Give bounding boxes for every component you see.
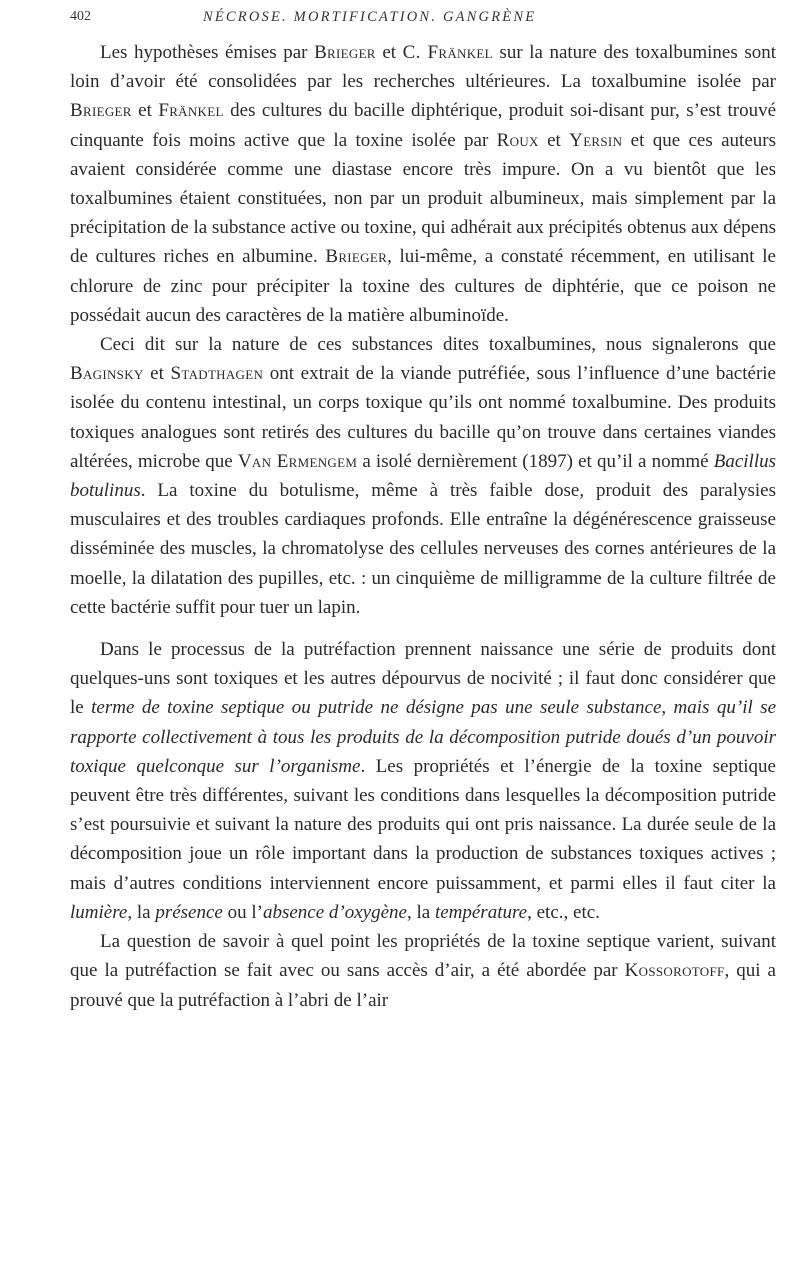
text-run: ou l’ bbox=[222, 901, 263, 923]
author-name: Brieger bbox=[325, 246, 388, 268]
text-run: et bbox=[131, 100, 159, 122]
italic-text: température bbox=[434, 901, 528, 923]
text-run: Dans le processus de la putréfaction prennent naissance une série de produits dont quelques-uns sont toxiques et les autres dépourvus de nocivité ; il faut donc considérer que le bbox=[70, 639, 776, 719]
paragraph-botulisme bbox=[70, 330, 776, 622]
italic-text: Bacillus botulinus bbox=[70, 450, 776, 502]
text-run: des cultures du bacille diphtérique, produit soi-disant pur, s’est trouvé cinquante fois moins active que la toxine isolée par bbox=[70, 100, 776, 151]
author-name: Kossorotoff bbox=[624, 960, 725, 982]
italic-text: présence bbox=[155, 901, 223, 923]
author-name: Brieger bbox=[70, 100, 132, 122]
italic-text: lumière bbox=[70, 901, 128, 923]
page-number: 402 bbox=[70, 9, 91, 24]
text-run: et que ces auteurs avaient considérée comme une diastase encore très impure. On a vu bientôt que les toxalbumines étaient constituées, non par un produit albumineux, mais simplement par la précipitation de la substance active ou toxine, qui adhérait aux précipités obtenus aux dépens de cultures riches en albumine. bbox=[70, 129, 776, 268]
text-run: ont extrait de la viande putréfiée, sous l’influence d’une bactérie isolée du contenu intestinal, un corps toxique qu’ils ont nommé toxalbumine. Des produits toxiques analogues sont retirés des cultures du bacille qu’on trouve dans certaines viandes altérées, microbe que bbox=[70, 363, 776, 472]
author-name: Fränkel bbox=[158, 100, 224, 122]
text-run: a isolé dernièrement (1897) et qu’il a nommé bbox=[357, 450, 714, 472]
author-name: C. Fränkel bbox=[402, 42, 493, 63]
text-run: , bbox=[661, 697, 674, 719]
author-name: Baginsky bbox=[70, 363, 144, 385]
text-run: sur la nature des toxalbumines sont loin d’avoir été consolidées par les recherches ultérieures. La toxalbumine isolée par bbox=[70, 42, 776, 93]
text-run: , etc., etc. bbox=[527, 901, 600, 923]
text-run: , la bbox=[406, 901, 435, 923]
text-run: et bbox=[143, 363, 171, 385]
author-name: Van Ermengem bbox=[237, 450, 358, 472]
italic-text: terme de toxine septique ou putride ne désigne pas une seule substance bbox=[91, 697, 662, 719]
author-name: Yersin bbox=[569, 129, 623, 151]
text-run: et bbox=[538, 129, 570, 151]
text-run: La question de savoir à quel point les propriétés de la toxine septique varient, suivant que la putréfaction se fait avec ou sans accès d’air, a été abordée par bbox=[70, 931, 776, 982]
italic-text: mais qu’il se rapporte collectivement à tous les produits de la décomposition putride doués d’un pouvoir toxique quelconque sur l’organisme bbox=[70, 697, 776, 777]
text-run: Ceci dit sur la nature de ces substances dites toxalbumines, nous signalerons que bbox=[100, 334, 776, 356]
text-run: et bbox=[375, 42, 403, 63]
text-run: , la bbox=[127, 901, 156, 923]
text-run: . La toxine du botulisme, même à très faible dose, produit des paralysies musculaires et des troubles cardiaques profonds. Elle entraîne la dégénérescence graisseuse disséminée des muscles, la chromatolyse des cellules nerveuses des cornes antérieures de la moelle, la dilatation des pupilles, etc. : un cinquième de milligramme de la culture filtrée de cette bactérie suffit pour tuer un lapin. bbox=[70, 480, 776, 618]
text-run: . Les propriétés et l’énergie de la toxine septique peuvent être très différentes, suivant les conditions dans lesquelles la décomposition putride s’est poursuivie et suivant la nature des produits qui ont pris naissance. La durée seule de la décomposition joue un rôle important dans la production de substances toxiques actives ; mais d’autres conditions interviennent encore puissamment, et parmi elles il faut citer la bbox=[70, 755, 776, 894]
text-run: Les hypothèses émises par bbox=[100, 42, 315, 63]
paragraph-toxine-septique bbox=[70, 635, 776, 927]
text-run: , qui a prouvé que la putréfaction à l’abri de l’air bbox=[70, 960, 776, 1011]
paragraph-kossorotoff bbox=[70, 927, 776, 1015]
italic-text: absence d’oxygène bbox=[262, 901, 407, 923]
body-text bbox=[70, 38, 776, 1015]
author-name: Roux bbox=[496, 129, 539, 151]
text-run: , lui-même, a constaté récemment, en utilisant le chlorure de zinc pour précipiter la toxine des cultures de diphtérie, que ce poison ne possédait aucun des caractères de la matière albuminoïde. bbox=[70, 246, 776, 326]
running-title: NÉCROSE. MORTIFICATION. GANGRÈNE bbox=[203, 9, 537, 25]
author-name: Stadthagen bbox=[170, 363, 264, 385]
running-head bbox=[70, 6, 770, 28]
paragraph-toxalbumines-hypotheses bbox=[70, 38, 776, 330]
author-name: Brieger bbox=[314, 42, 376, 63]
